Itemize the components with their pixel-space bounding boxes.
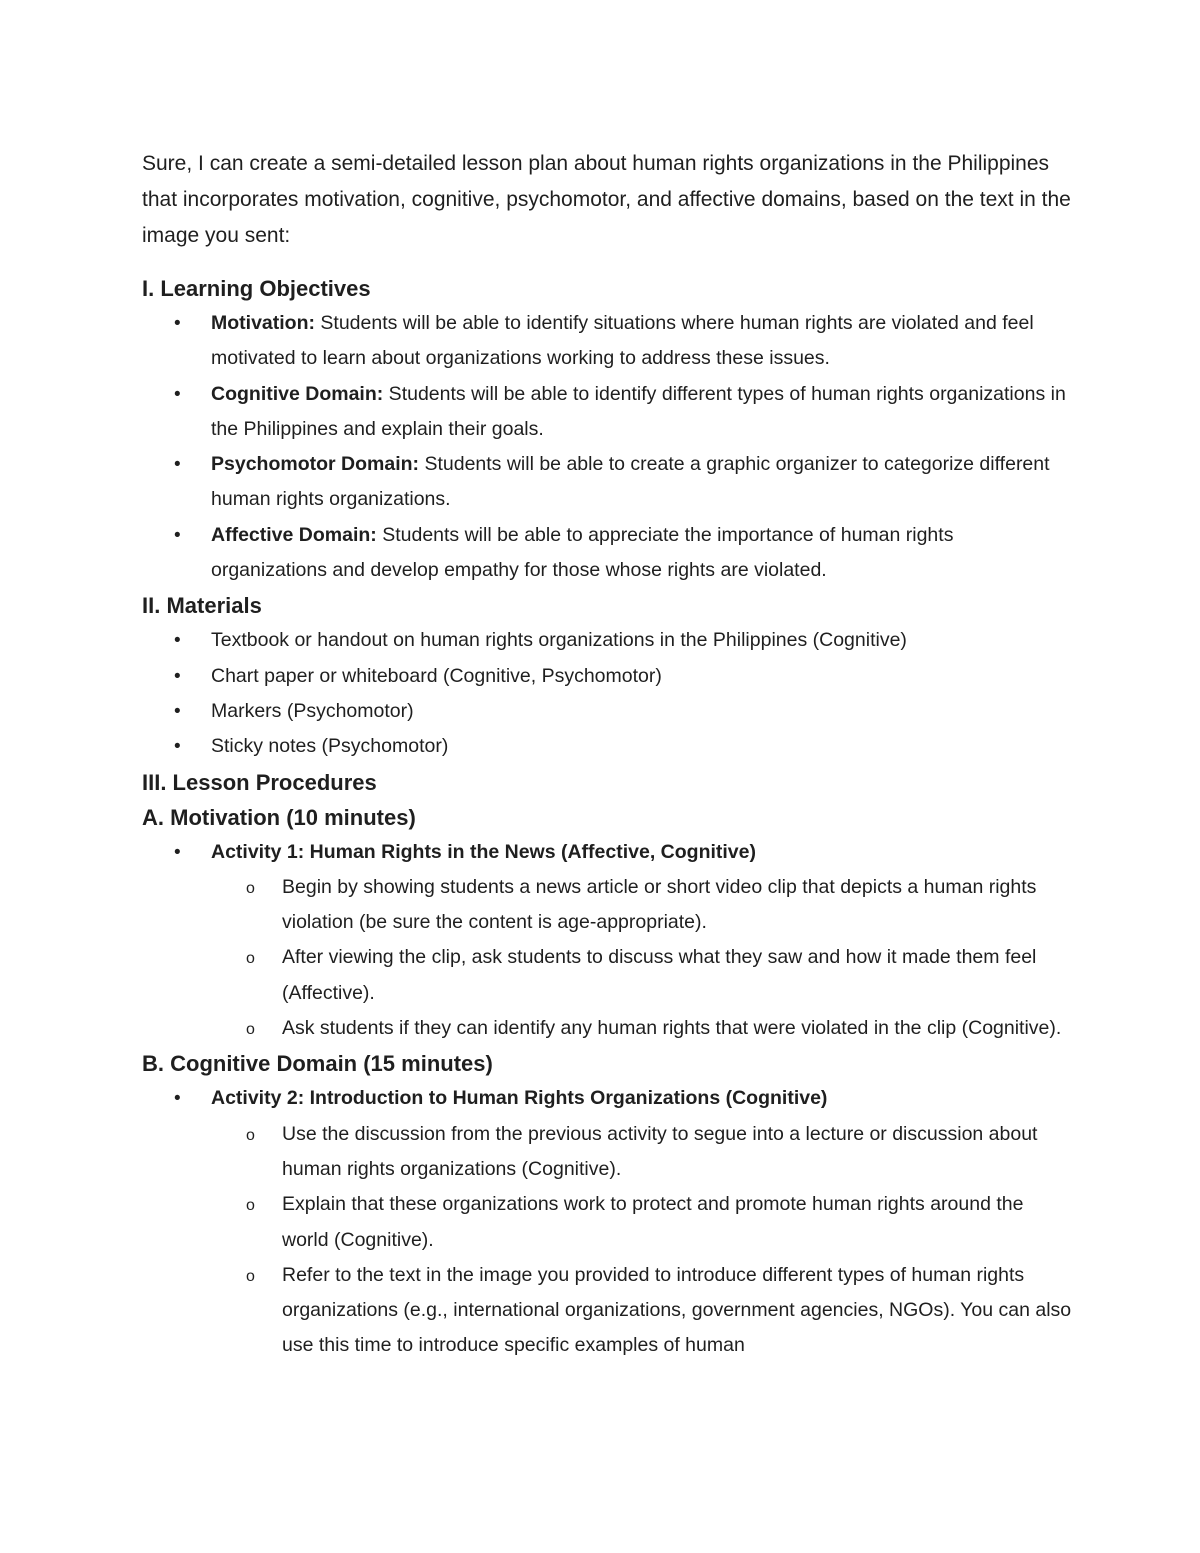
list-item bbox=[142, 1117, 1072, 1188]
bullet-icon: • bbox=[174, 665, 181, 687]
section-heading-lesson-procedures: III. Lesson Procedures bbox=[142, 769, 377, 795]
list-item bbox=[142, 870, 1072, 941]
objective-label: Cognitive Domain: bbox=[211, 382, 384, 405]
objective-text: Students will be able to identify situations where human rights are violated and feel motivated to learn about organizations working to address these issues. bbox=[211, 312, 1034, 370]
list-item bbox=[142, 940, 1072, 1011]
subsection-heading-cognitive-domain: B. Cognitive Domain (15 minutes) bbox=[142, 1051, 493, 1077]
list-item bbox=[142, 1187, 1072, 1258]
bullet-icon: • bbox=[174, 524, 181, 546]
list-item bbox=[142, 447, 1072, 518]
sub-bullet-icon: o bbox=[246, 1197, 255, 1215]
material-text: Chart paper or whiteboard (Cognitive, Psychomotor) bbox=[211, 664, 662, 687]
step-text: After viewing the clip, ask students to discuss what they saw and how it made them feel (Affective). bbox=[282, 946, 1037, 1004]
list-item bbox=[142, 729, 1072, 764]
step-text: Begin by showing students a news article or short video clip that depicts a human rights violation (be sure the content is age-appropriate). bbox=[282, 875, 1037, 934]
objective-text: Students will be able to create a graphic organizer to categorize different human rights organizations. bbox=[211, 453, 1050, 511]
cognitive-activities bbox=[142, 1081, 1072, 1363]
materials-list bbox=[142, 623, 1072, 764]
sub-bullet-icon: o bbox=[246, 950, 255, 968]
sub-bullet-icon: o bbox=[246, 1126, 255, 1144]
bullet-icon: • bbox=[174, 841, 181, 863]
sub-bullet-icon: o bbox=[246, 879, 255, 897]
list-item bbox=[142, 377, 1072, 448]
objective-label: Motivation: bbox=[211, 312, 315, 334]
list-item bbox=[142, 306, 1072, 377]
bullet-icon: • bbox=[174, 736, 181, 758]
material-text: Markers (Psychomotor) bbox=[211, 699, 414, 722]
material-text: Textbook or handout on human rights organizations in the Philippines (Cognitive) bbox=[211, 629, 907, 652]
list-item bbox=[142, 694, 1072, 729]
list-item bbox=[142, 835, 1072, 1047]
list-item bbox=[142, 623, 1072, 658]
step-text: Explain that these organizations work to protect and promote human rights around the world (Cognitive). bbox=[282, 1193, 1024, 1251]
bullet-icon: • bbox=[174, 383, 181, 405]
subsection-heading-motivation: A. Motivation (10 minutes) bbox=[142, 804, 416, 830]
objective-text: Students will be able to identify different types of human rights organizations in the Philippines and explain their goals. bbox=[211, 382, 1066, 440]
sub-bullet-icon: o bbox=[246, 1267, 255, 1285]
step-text: Refer to the text in the image you provided to introduce different types of human rights organizations (e.g., international organizations, government agencies, NGOs). You can also use this time to introduce specific examples of human bbox=[282, 1263, 1072, 1357]
bullet-icon: • bbox=[174, 1088, 181, 1110]
list-item bbox=[142, 659, 1072, 694]
list-item bbox=[142, 1011, 1072, 1046]
list-item bbox=[142, 518, 1072, 589]
bullet-icon: • bbox=[174, 313, 181, 334]
sub-bullet-icon: o bbox=[246, 1021, 255, 1039]
intro-paragraph: Sure, I can create a semi-detailed lesson plan about human rights organizations in the Philippines that incorporates motivation, cognitive, psychomotor, and affective domains, based on the text in the image you sent: bbox=[142, 152, 1071, 247]
motivation-activities bbox=[142, 835, 1072, 1047]
list-item bbox=[142, 1081, 1072, 1363]
step-text: Use the discussion from the previous activity to segue into a lecture or discussion about human rights organizations (Cognitive). bbox=[282, 1122, 1038, 1180]
section-heading-learning-objectives: I. Learning Objectives bbox=[142, 276, 371, 301]
activity-steps bbox=[211, 1117, 1072, 1364]
bullet-icon: • bbox=[174, 454, 181, 476]
bullet-icon: • bbox=[174, 630, 181, 652]
objective-label: Affective Domain: bbox=[211, 523, 377, 546]
bullet-icon: • bbox=[174, 700, 181, 722]
objective-text: Students will be able to appreciate the importance of human rights organizations and develop empathy for those whose rights are violated. bbox=[211, 523, 954, 582]
activity-steps bbox=[211, 870, 1072, 1046]
activity-title: Activity 2: Introduction to Human Rights Organizations (Cognitive) bbox=[211, 1087, 828, 1110]
list-item bbox=[142, 1258, 1072, 1364]
activity-title: Activity 1: Human Rights in the News (Affective, Cognitive) bbox=[211, 840, 756, 863]
document-body bbox=[142, 146, 1072, 1364]
objective-label: Psychomotor Domain: bbox=[211, 453, 420, 476]
objectives-list bbox=[142, 306, 1072, 588]
material-text: Sticky notes (Psychomotor) bbox=[211, 735, 449, 758]
step-text: Ask students if they can identify any human rights that were violated in the clip (Cognitive). bbox=[282, 1017, 1062, 1040]
section-heading-materials: II. Materials bbox=[142, 593, 262, 619]
